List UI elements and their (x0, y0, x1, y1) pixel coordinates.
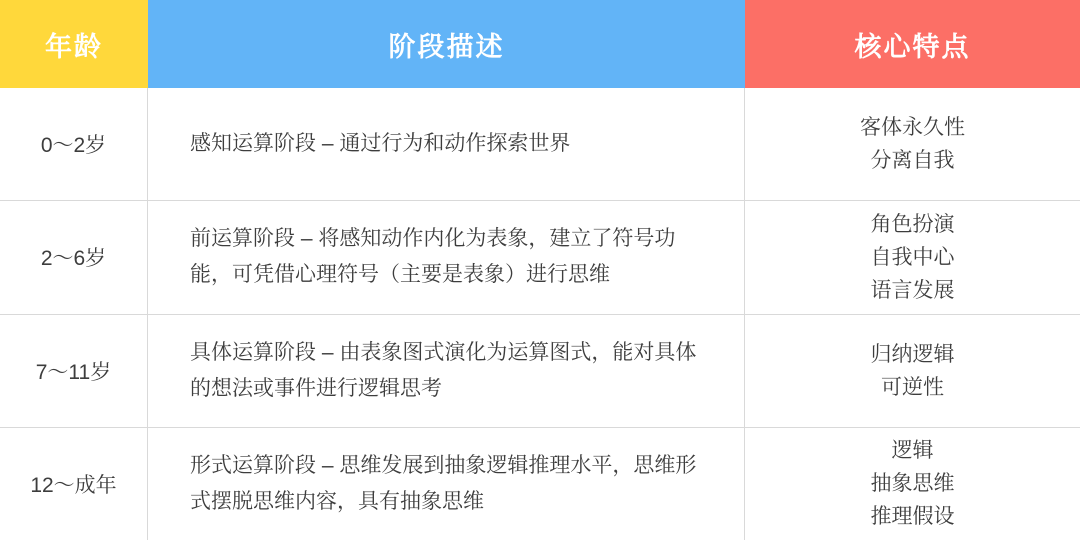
core-feature: 逻辑 (891, 439, 934, 463)
core-feature: 自我中心 (870, 245, 955, 269)
core-feature: 语言发展 (870, 278, 955, 302)
core-feature: 角色扮演 (870, 212, 955, 236)
table-row (0, 201, 1080, 314)
table-row (0, 88, 1080, 201)
cell-description: 形式运算阶段 – 思维发展到抽象逻辑推理水平，思维形式摆脱思维内容，具有抽象思维 (148, 428, 745, 540)
cell-age: 12～成年 (0, 428, 148, 540)
core-feature: 客体永久性 (860, 116, 965, 140)
column-header-description: 阶段描述 (148, 0, 745, 88)
core-feature: 可逆性 (881, 375, 944, 399)
cell-age: 0～2岁 (0, 88, 148, 200)
table-row (0, 315, 1080, 428)
core-feature: 归纳逻辑 (870, 342, 955, 366)
cell-core (745, 315, 1080, 427)
table-header-row (0, 0, 1080, 88)
cell-description: 具体运算阶段 – 由表象图式演化为运算图式，能对具体的想法或事件进行逻辑思考 (148, 315, 745, 427)
cell-core (745, 88, 1080, 200)
core-feature: 推理假设 (870, 505, 955, 529)
cell-description: 前运算阶段 – 将感知动作内化为表象，建立了符号功能，可凭借心理符号（主要是表象）进行思维 (148, 201, 745, 313)
column-header-core: 核心特点 (745, 0, 1080, 88)
cell-age: 2～6岁 (0, 201, 148, 313)
core-feature: 分离自我 (870, 149, 955, 173)
cell-description: 感知运算阶段 – 通过行为和动作探索世界 (148, 88, 745, 200)
column-header-age: 年龄 (0, 0, 148, 88)
core-feature: 抽象思维 (870, 472, 955, 496)
cell-age: 7～11岁 (0, 315, 148, 427)
cell-core (745, 201, 1080, 313)
cell-core (745, 428, 1080, 540)
table-row (0, 428, 1080, 540)
